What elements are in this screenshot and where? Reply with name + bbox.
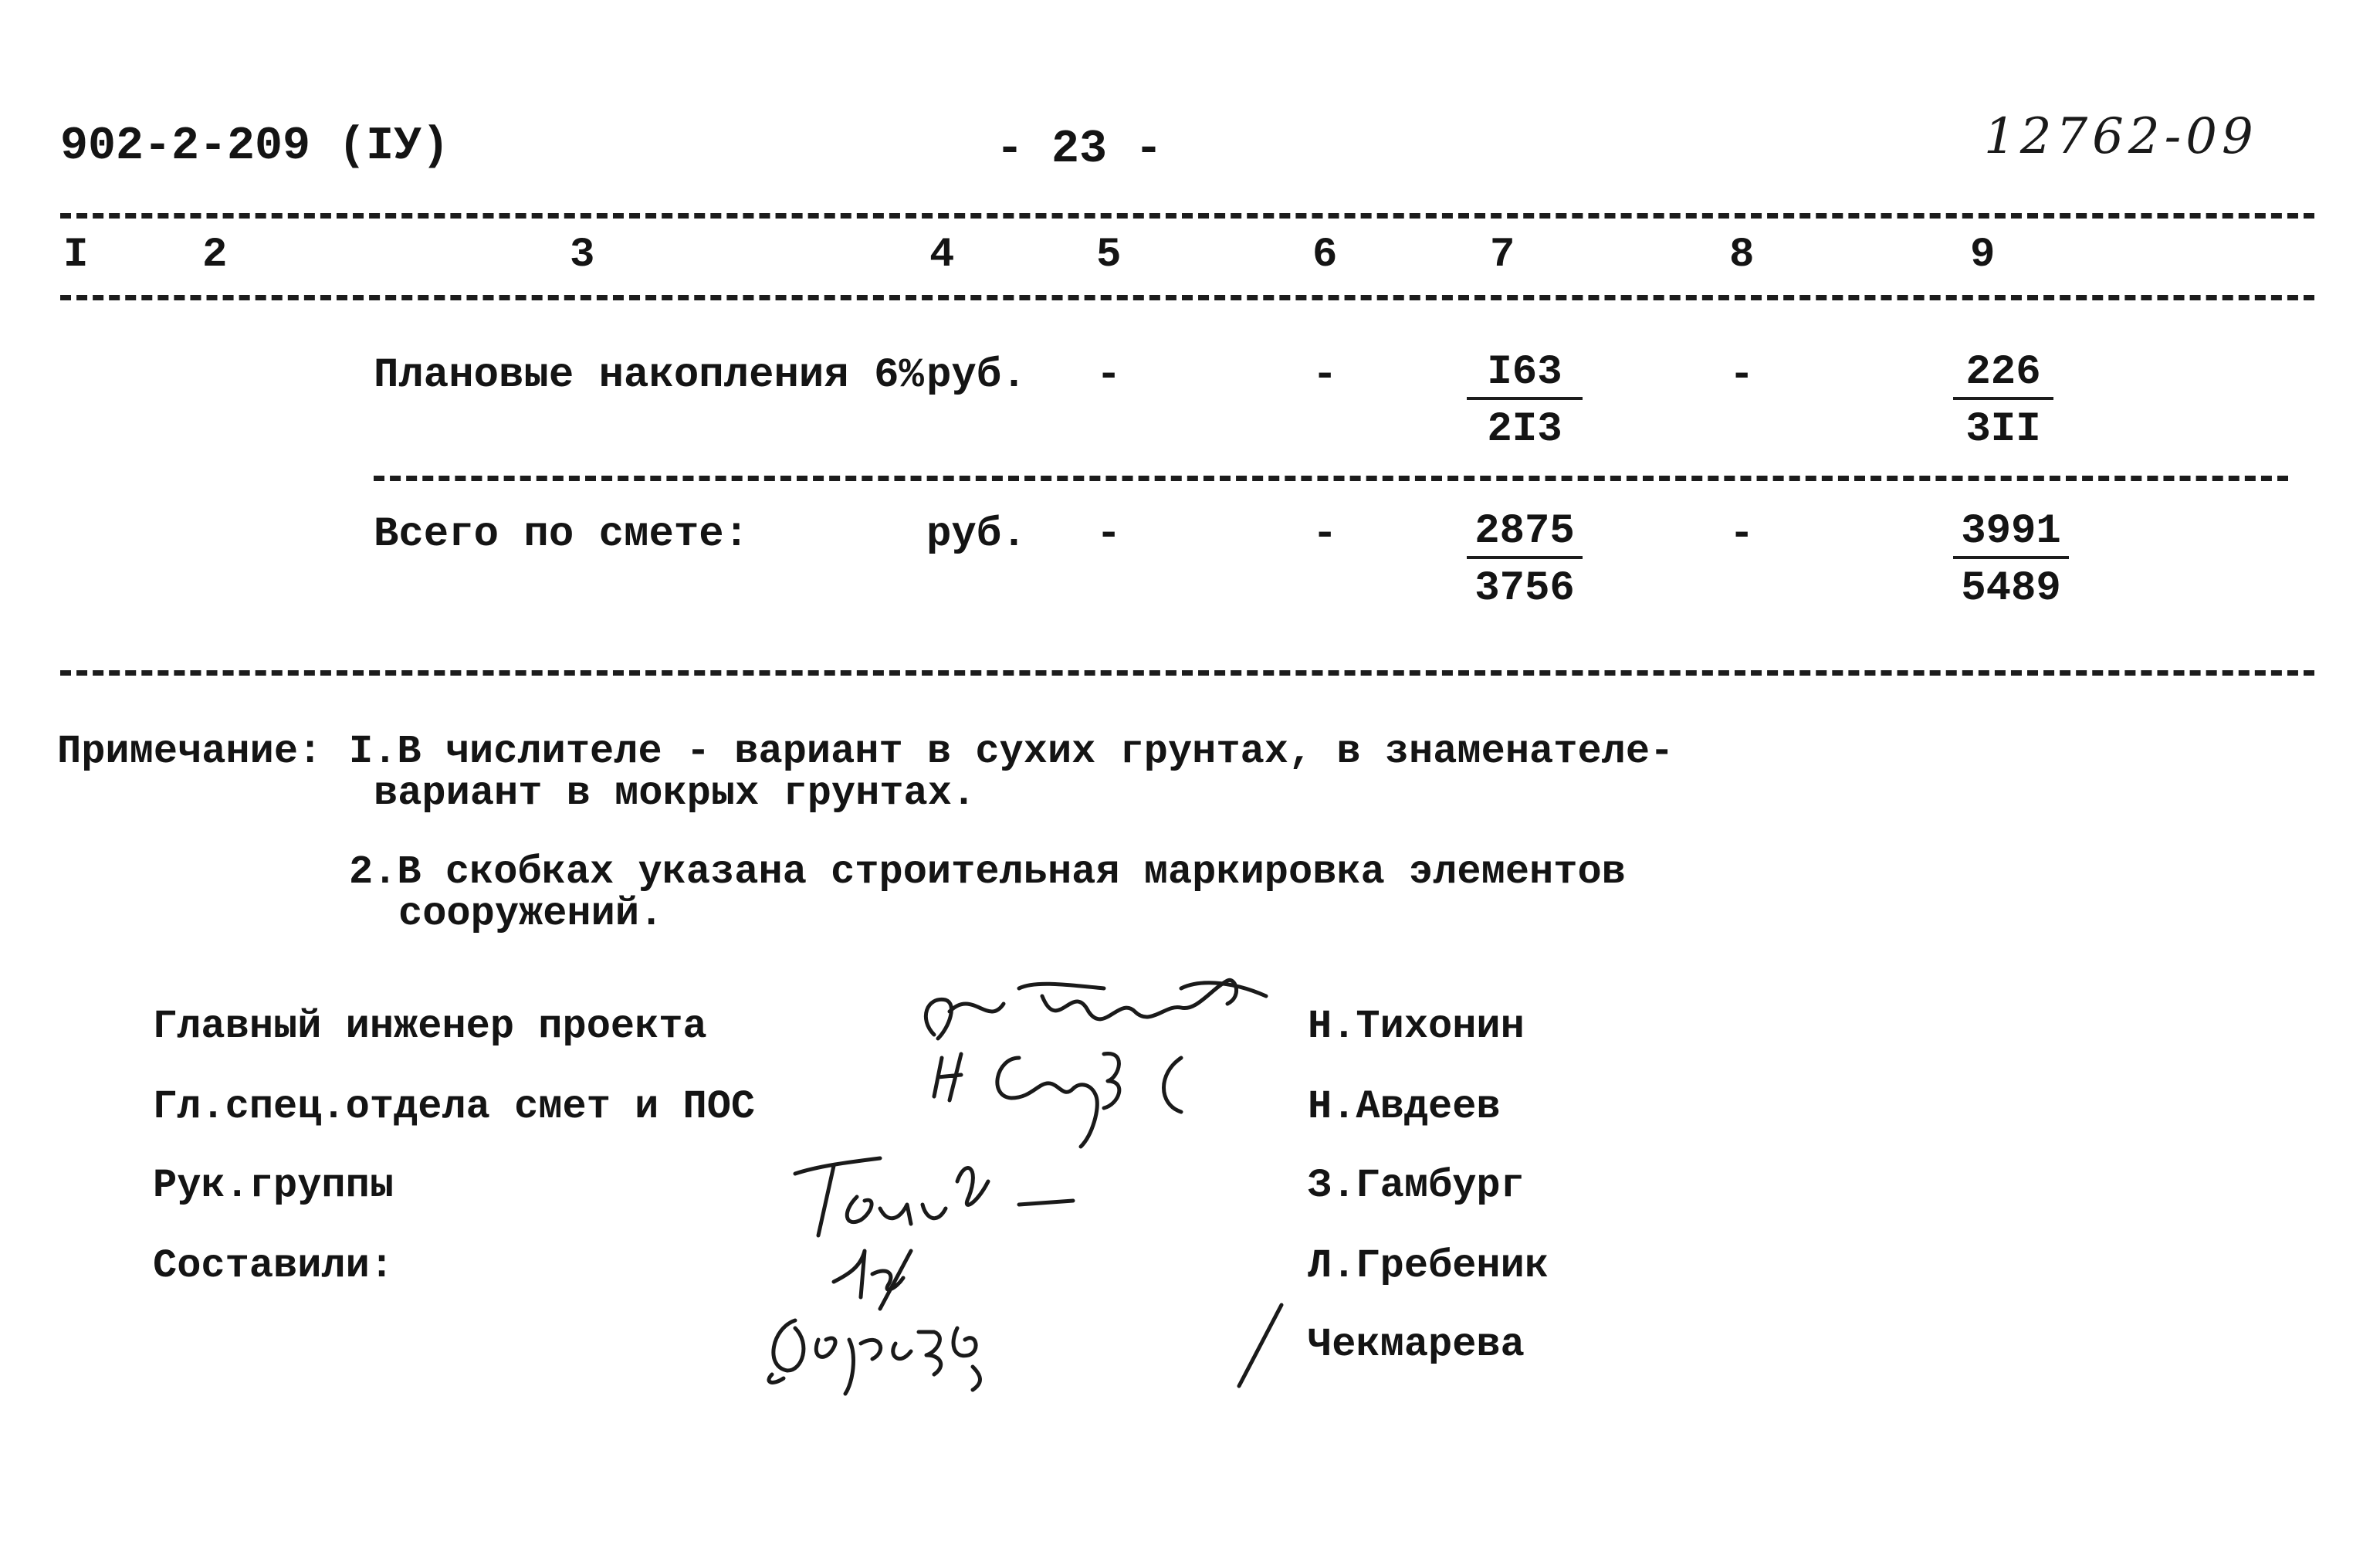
fraction-numerator: 3991	[1953, 511, 2069, 559]
row-planned-savings-col8: -	[1729, 352, 1755, 399]
row-total-col9	[1953, 508, 2069, 612]
name-grebenik: Л.Гребеник	[1308, 1243, 1549, 1289]
row-planned-savings-col9	[1953, 349, 2053, 453]
row-total-col7	[1467, 508, 1583, 612]
row-total-unit: руб.	[926, 511, 1027, 558]
fraction-denominator: 3II	[1965, 406, 2041, 453]
fraction-numerator: 2875	[1467, 511, 1583, 559]
column-number-1: I	[63, 232, 89, 279]
page-number: - 23 -	[996, 124, 1163, 176]
role-group-leader: Рук.группы	[153, 1163, 394, 1208]
signature-slash	[1227, 1297, 1305, 1398]
column-number-8: 8	[1729, 232, 1755, 279]
role-chief-engineer: Главный инженер проекта	[153, 1004, 707, 1049]
row-planned-savings-col6: -	[1312, 352, 1338, 399]
column-number-2: 2	[202, 232, 228, 279]
signature-chekmareva	[749, 1297, 1027, 1405]
fraction-denominator: 3756	[1474, 565, 1575, 612]
fraction-numerator: 226	[1953, 352, 2053, 400]
name-avdeev: Н.Авдеев	[1308, 1084, 1501, 1130]
column-number-7: 7	[1490, 232, 1515, 279]
table-top-rule	[60, 213, 2314, 219]
archive-number-handwritten: 12762-09	[1984, 108, 2258, 165]
row-total-col8: -	[1729, 511, 1755, 558]
subtotal-rule	[374, 476, 2288, 481]
note-1-line-2: вариант в мокрых грунтах.	[374, 771, 977, 816]
note-2-line-1: 2.В скобках указана строительная маркировка элементов	[349, 849, 1626, 895]
note-2-line-2: сооружений.	[398, 891, 664, 937]
note-1-line-1: I.В числителе - вариант в сухих грунтах, в знаменателе-	[349, 729, 1674, 774]
row-total-col6: -	[1312, 511, 1338, 558]
column-number-4: 4	[929, 232, 955, 279]
document-code: 902-2-209 (IУ)	[60, 120, 450, 173]
fraction-numerator: I63	[1467, 352, 1583, 400]
row-planned-savings-col5: -	[1096, 352, 1122, 399]
row-total-name: Всего по смете:	[374, 511, 750, 558]
name-tikhonin: Н.Тихонин	[1308, 1004, 1525, 1049]
column-number-3: 3	[570, 232, 595, 279]
role-compilers: Составили:	[153, 1243, 394, 1289]
row-planned-savings-unit: руб.	[926, 352, 1027, 399]
column-number-5: 5	[1096, 232, 1122, 279]
fraction-denominator: 2I3	[1487, 406, 1562, 453]
fraction-denominator: 5489	[1961, 565, 2061, 612]
notes-label: Примечание:	[57, 729, 323, 774]
name-chekmareva: Чекмарева	[1308, 1322, 1525, 1367]
row-planned-savings-name: Плановые накопления 6%	[374, 352, 924, 399]
table-bottom-rule	[60, 670, 2314, 676]
role-chief-specialist: Гл.спец.отдела смет и ПОС	[153, 1084, 756, 1130]
column-header-bottom-rule	[60, 295, 2314, 300]
row-total-col5: -	[1096, 511, 1122, 558]
column-number-9: 9	[1970, 232, 1996, 279]
row-planned-savings-col7	[1467, 349, 1583, 453]
column-number-6: 6	[1312, 232, 1338, 279]
name-gamburg: З.Гамбург	[1308, 1163, 1525, 1208]
